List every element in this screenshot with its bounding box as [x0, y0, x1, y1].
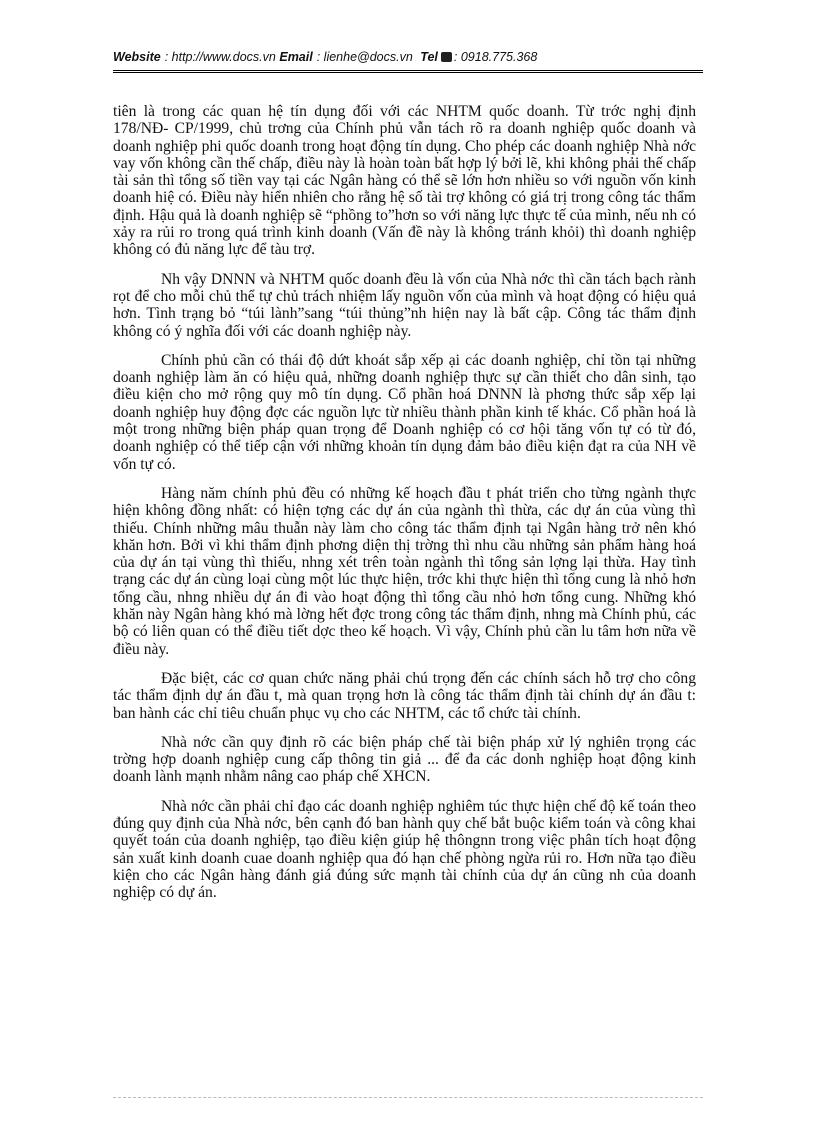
header-divider-secondary — [113, 72, 703, 73]
paragraph-3: Chính phủ cần có thái độ dứt khoát sắp xếp ại các doanh nghiệp, chỉ tồn tại những doanh nghiệp làm ăn có hiệu quả, những doanh nghiệp thực sự cần thiết cho dân sinh, tạo điều kiện cho mở rộng quy mô tín dụng. Cổ phần hoá DNNN là phơng thức sắp xếp lại doanh nghiệp huy động đợc các nguồn lực từ nhiều thành phần kinh tế khác. Cổ phần hoá là một trong những biện pháp quan trọng để Doanh nghiệp có cơ hội tăng vốn tự có từ đó, doanh nghiệp có thể tiếp cận với những khoản tín dụng đảm bảo điều kiện đạt ra của NH về vốn tự có. — [113, 351, 696, 473]
tel-value: : 0918.775.368 — [453, 50, 538, 64]
page-header — [113, 50, 713, 70]
paragraph-4: Hàng năm chính phủ đều có những kế hoạch đầu t phát triển cho từng ngành thực hiện không đồng nhất: có hiện tợng các dự án của ngành thì thừa, các dự án của vùng thì thiếu. Chính những mâu thuẫn này làm cho công tác thẩm định tại Ngân hàng trở nên khó khăn hơn. Bởi vì khi thẩm định phơng diện thị trờng thì nhu cầu những sản phẩm hàng hoá của dự án tại vùng thì thiếu, nhng xét trên toàn ngành thì tổng sản lợng lại thừa. Hay tình trạng các dự án cùng loại cùng một lúc thực hiện, trớc khi thực hiện thì tổng cung là nhỏ hơn tổng cầu, nhng nhiều dự án đi vào hoạt động thì tổng cầu nhỏ hơn tổng cung. Những khó khăn này Ngân hàng khó mà lờng hết đợc trong công tác thẩm định, nhng mà Chính phủ, các bộ có liên quan có thể điều tiết dợc theo kế hoạch. Vì vậy, Chính phủ cần lu tâm hơn nữa về điều này. — [113, 484, 696, 658]
website-label: Website — [113, 50, 161, 64]
paragraph-2: Nh vậy DNNN và NHTM quốc doanh đều là vốn của Nhà nớc thì cần tách bạch rành rọt để cho mỗi chủ thể tự chủ trách nhiệm lấy nguồn vốn của mình và hoạt động có hiệu quả hơn. Tình trạng bỏ “túi lành”sang “túi thủng”nh hiện nay là bất cập. Công tác thẩm định không có ý nghĩa đối với các doanh nghiệp này. — [113, 270, 696, 340]
tel-label: Tel — [420, 50, 438, 64]
document-body — [113, 103, 696, 913]
paragraph-7: Nhà nớc cần phải chỉ đạo các doanh nghiệp nghiêm túc thực hiện chế độ kế toán theo đúng quy định của Nhà nớc, bên cạnh đó ban hành quy chế bắt buộc kiểm toán và công khai quyết toán của doanh nghiệp, tạo điều kiện giúp hệ thôngnn trong việc phân tích hoạt động sản xuất kinh doanh cuae doanh nghiệp qua đó hạn chế phòng ngừa rủi ro. Hơn nữa tạo điều kiện cho các Ngân hàng đánh giá đúng sức mạnh tài chính của dự án cũng nh của doanh nghiệp có dự án. — [113, 797, 696, 902]
website-value[interactable]: : http://www.docs.vn — [164, 50, 276, 64]
email-label: Email — [279, 50, 313, 64]
phone-icon — [441, 52, 452, 62]
header-divider — [113, 70, 703, 71]
email-value[interactable]: : lienhe@docs.vn — [316, 50, 413, 64]
footer-divider — [113, 1097, 703, 1098]
paragraph-1: tiên là trong các quan hệ tín dụng đối với các NHTM quốc doanh. Từ trớc nghị định 178/NĐ- CP/1999, chủ trơng của Chính phủ vẫn tách rõ ra doanh nghiệp quốc doanh và doanh nghiệp phi quốc doanh trong hoạt động tín dụng. Cho phép các doanh nghiệp Nhà nớc vay vốn không cần thế chấp, điều này là hoàn toàn bất hợp lý bởi lẽ, khi không phải thế chấp tài sản thì tổng số tiền vay tại các Ngân hàng có thể sẽ lớn hơn nhiều so với nguồn vốn kinh doanh hiệ có. Điều này hiển nhiên cho rằng hệ số tài trợ không có giá trị trong công tác thẩm định. Hậu quả là doanh nghiệp sẽ “phồng to”hơn so với năng lực thực tế của mình, nếu nh có xảy ra rủi ro trong quá trình kinh doanh (Vấn đề này là không tránh khỏi) thì doanh nghiệp không có đủ năng lực để tàu trợ. — [113, 103, 696, 259]
paragraph-5: Đặc biệt, các cơ quan chức năng phải chú trọng đến các chính sách hỗ trợ cho công tác thẩm định dự án đầu t, mà quan trọng hơn là công tác thẩm định tài chính dự án đầu t: ban hành các chỉ tiêu chuẩn phục vụ cho các NHTM, các tổ chức tài chính. — [113, 669, 696, 722]
paragraph-6: Nhà nớc cần quy định rõ các biện pháp chế tài biện pháp xử lý nghiên trọng các trờng hợp doanh nghiệp cung cấp thông tin giả ... để đa các donh nghiệp hoạt động kinh doanh lành mạnh nhằm nâng cao pháp chế XHCN. — [113, 733, 696, 786]
